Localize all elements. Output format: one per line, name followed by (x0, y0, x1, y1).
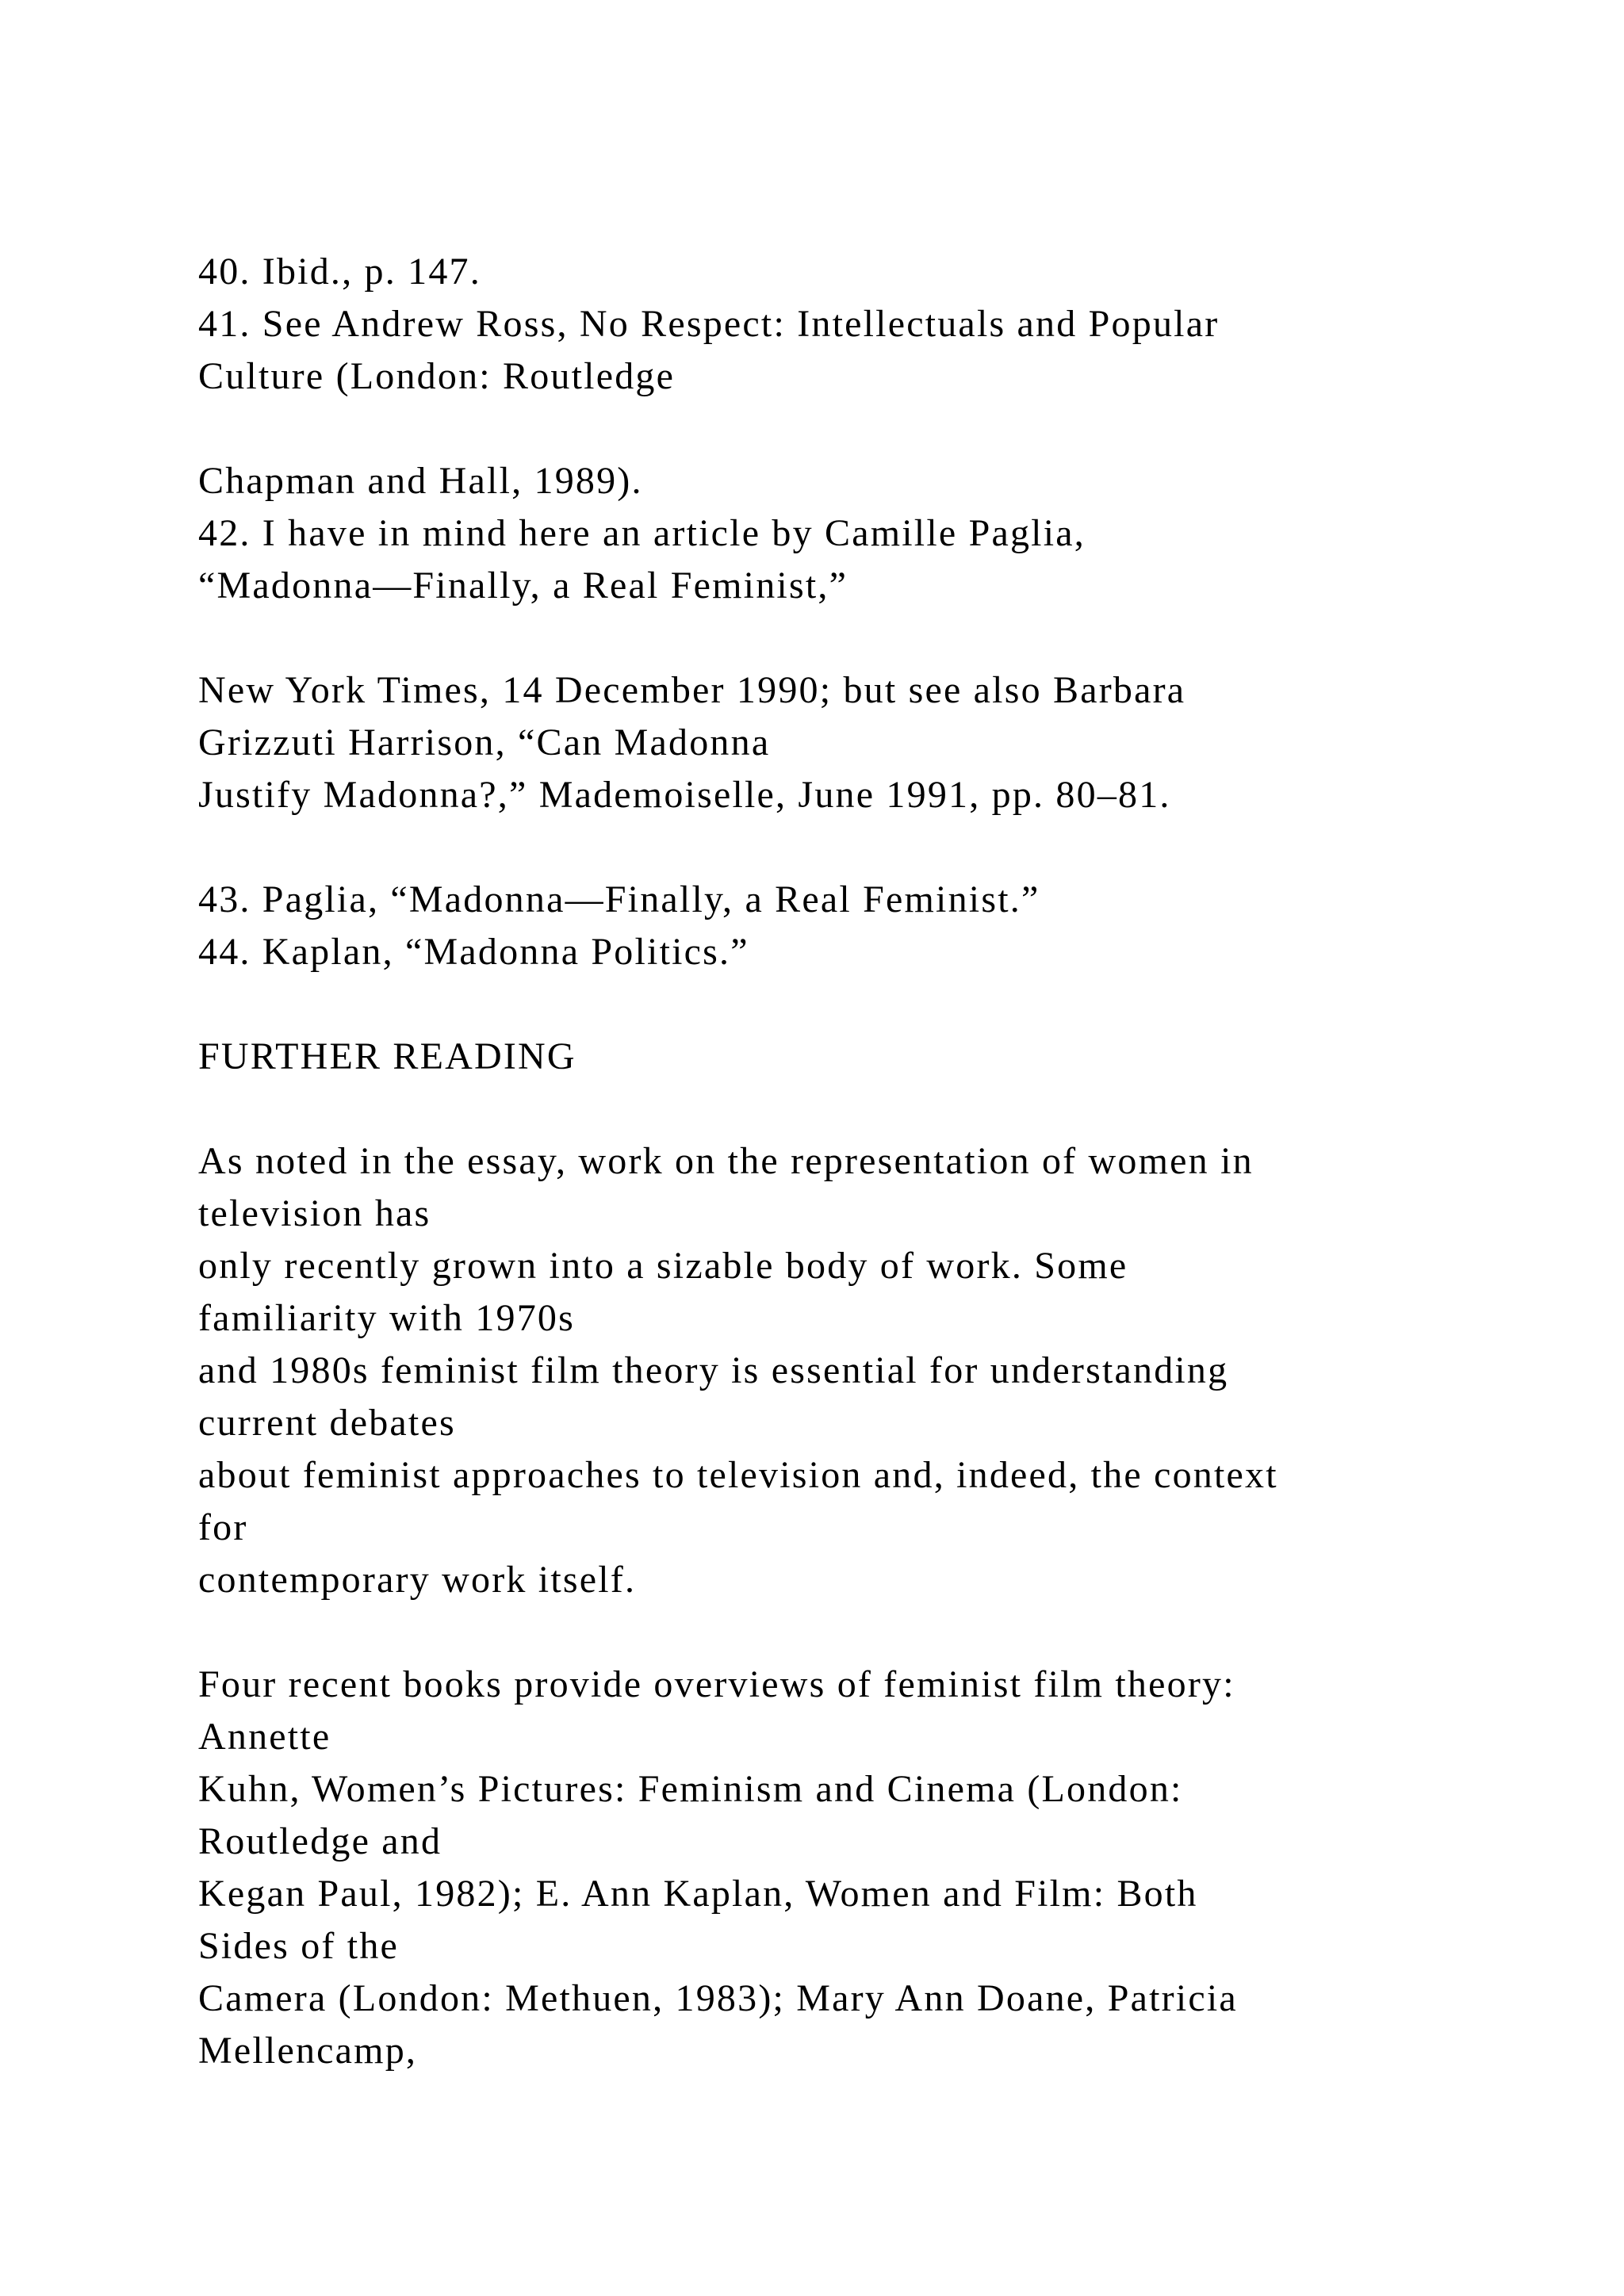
text-line: Routledge and (198, 1820, 442, 1862)
text-line: only recently grown into a sizable body of work. Some (198, 1245, 1128, 1287)
blank-line (198, 612, 1546, 664)
text-line: Mellencamp, (198, 2030, 418, 2072)
text-line: 44. Kaplan, “Madonna Politics.” (198, 931, 749, 973)
blank-line (198, 1606, 1546, 1659)
text-line: Culture (London: Routledge (198, 355, 676, 397)
text-line: contemporary work itself. (198, 1559, 637, 1601)
text-line: As noted in the essay, work on the representation of women in (198, 1140, 1254, 1182)
blank-line (198, 821, 1546, 874)
text-line: 42. I have in mind here an article by Camille Paglia, (198, 512, 1086, 554)
text-line: Chapman and Hall, 1989). (198, 460, 643, 502)
text-line: for (198, 1506, 248, 1548)
text-line: Camera (London: Methuen, 1983); Mary Ann Doane, Patricia (198, 1977, 1238, 2019)
text-line: “Madonna—Finally, a Real Feminist,” (198, 564, 848, 607)
text-line: Kuhn, Women’s Pictures: Feminism and Cinema (London: (198, 1768, 1183, 1810)
text-line: 43. Paglia, “Madonna—Finally, a Real Feminist.” (198, 878, 1040, 920)
text-line: familiarity with 1970s (198, 1297, 576, 1339)
text-line: television has (198, 1192, 431, 1234)
text-line: Four recent books provide overviews of feminist film theory: (198, 1663, 1235, 1705)
text-line: about feminist approaches to television and, indeed, the context (198, 1454, 1278, 1496)
section-heading: FURTHER READING (198, 1035, 576, 1077)
text-line: and 1980s feminist film theory is essential for understanding (198, 1349, 1229, 1391)
text-line: Sides of the (198, 1925, 400, 1967)
document-page (198, 246, 1546, 2077)
text-line: Grizzuti Harrison, “Can Madonna (198, 721, 771, 763)
text-line: Annette (198, 1716, 331, 1758)
blank-line (198, 403, 1546, 455)
text-line: Kegan Paul, 1982); E. Ann Kaplan, Women and Film: Both (198, 1873, 1198, 1915)
blank-line (198, 978, 1546, 1031)
text-line: 41. See Andrew Ross, No Respect: Intellectuals and Popular (198, 303, 1220, 345)
text-line: current debates (198, 1402, 456, 1444)
text-line: Justify Madonna?,” Mademoiselle, June 1991, pp. 80–81. (198, 774, 1171, 816)
text-line: New York Times, 14 December 1990; but see also Barbara (198, 669, 1186, 711)
text-line: 40. Ibid., p. 147. (198, 251, 481, 293)
blank-line (198, 1083, 1546, 1135)
